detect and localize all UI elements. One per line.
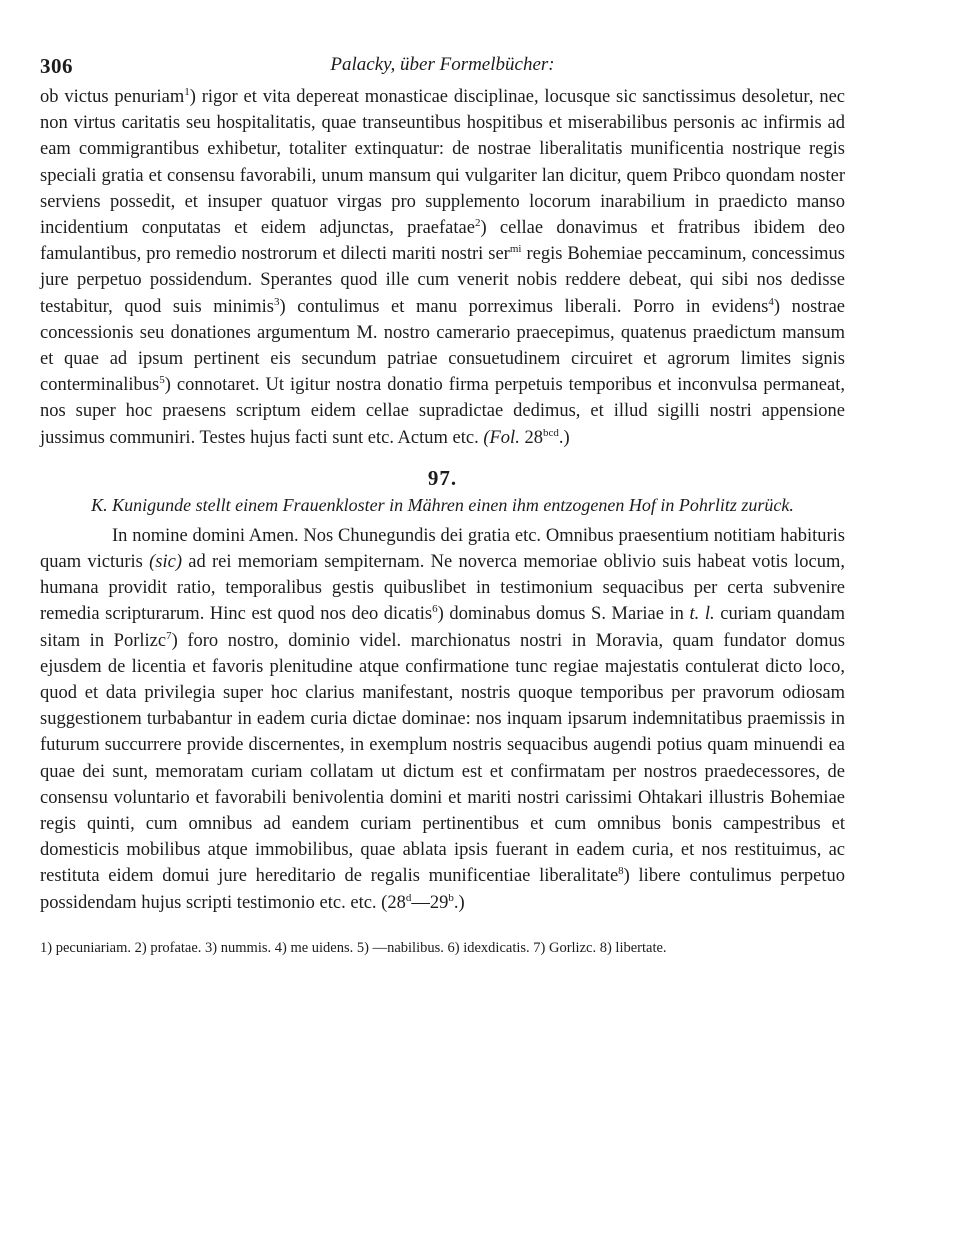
running-head bbox=[40, 50, 845, 84]
page-number: 306 bbox=[40, 54, 73, 78]
folio-superscript: bcd bbox=[542, 426, 559, 439]
folio-number: 28 bbox=[519, 427, 543, 448]
footnote-ref: 7 bbox=[166, 629, 172, 642]
footnote-ref: 1 bbox=[184, 85, 190, 98]
sic-note: (sic) bbox=[149, 552, 183, 573]
book-page bbox=[40, 50, 845, 958]
document-96-text: ob victus penuriam$^1$) rigor et vita depereat monasticae disciplinae, locusque sic sanctissimus desoletur, nec non virtus caritatis seu hospitalitatis, quae transeuntibus hospitibus et miserabilibus personis ac infirmis ad eam commigrantibus exhibetur, totaliter extinquatur: de nostrae liberalitatis munificentia nostrique regis speciali gratia et consensu favorabili, unum mansum qui vulgariter lan dicitur, quem Pribco quondam noster serviens possedit, et insuper quatuor virgas pro supplemento locorum inarabilium in praedicto manso incidentium conputatas et eidem adjunctas, praefatae$^2$) cellae donavimus et fratribus ibidem deo famulantibus, pro remedio nostrorum et dilecti mariti nostri ser$^{mi}$ regis Bohemiae peccaminum, concessimus jure perpetuo possidendum. Sperantes quod ille cum venerit nobis reddere debeat, qui sibi nos dedisse testabitur, quod suis minimis$^3$) contulimus et manu porreximus liberali. Porro in evidens$^4$) nostrae concessionis seu donationes argumentum M. nostro camerario praecepimus, quatenus praedictum mansum et quae ad ipsum pertinent eis secundum patriae consuetudinem circuiret et agrorum limites signis conterminalibus$^5$) connotaret. Ut igitur nostra donatio firma perpetuis temporibus et inconvulsa permaneat, nos super hoc praesens scriptum eidem cellae supradictae dedimus, et illud sigilli nostri appensione jussimus communiri. Testes hujus facti sunt etc. Actum etc. (Fol. $28^{bcd}$.) bbox=[40, 85, 846, 448]
footnote-ref: 2 bbox=[474, 216, 481, 229]
document-97-text: In nomine domini Amen. Nos Chunegundis dei gratia etc. Omnibus praesentium notitiam habituris quam victuris (sic) ad rei memoriam sempiternam. Ne noverca memoriae oblivio suis habeat votis locum, humana providit ratio, temporalibus gestis quibuslibet in testimonium sequacibus per certa subvenire remedia scripturarum. Hinc est quod nos deo dicatis$^6$) dominabus domus S. Mariae in t. l. curiam quandam sitam in Porlizc$^7$) foro nostro, dominio videl. marchionatus nostri in Moravia, quam fundator domus ejusdem de licentia et favoris plenitudine atque confirmatione tunc regiae majestatis contulerat dicto loco, quod et data privilegia super hoc clarius manifestant, nostris quoque temporibus per pravorum odiosam suggestionem turbabantur in eadem curia dictae dominae: nos inquam ipsarum indemnitatibus praemissis in futurum succurrere provide discernentes, in exemplum nostris sequacibus augendi potius quam minuendi ea quae dei sunt, memoratam curiam collatam ut dictum est et confirmatam per nostros praedecessores, de consensu voluntario et favorabili benivolentia domini et mariti nostri carissimi Ohtakari illustris Bohemiae regis quinti, cum omnibus ad eandem curiam pertinentibus et cum omnibus bonis campestribus et domesticis mobilibus atque immobilibus, quae ablata ipsis fuerant in eadem curia, et nos restituimus, ac restituta eidem domui jure hereditario de regalis munificentiae liberalitate$^8$) libere contulimus perpetuo possidendam hujus scripti testimonio etc. etc. (28$^d$—29$^b$.) bbox=[40, 525, 846, 913]
folio-label: (Fol. bbox=[483, 427, 520, 448]
document-heading: K. Kunigunde stellt einem Frauenkloster in Mähren einen ihm entzogenen Hof in Pohrlitz zurück. bbox=[91, 494, 794, 515]
footnote-ref: 6 bbox=[432, 603, 438, 616]
folio-superscript: b bbox=[448, 891, 454, 904]
footnote-ref: 5 bbox=[159, 374, 165, 387]
document-number: 97. bbox=[427, 465, 458, 490]
abbrev-superscript: mi bbox=[509, 243, 522, 256]
footnote-ref: 8 bbox=[618, 865, 624, 878]
footnote-ref: 3 bbox=[273, 295, 280, 308]
footnote-ref: 4 bbox=[768, 295, 774, 308]
folio-superscript: d bbox=[405, 891, 412, 904]
place-abbrev: t. l. bbox=[689, 604, 715, 625]
footnotes: 1) pecuniariam. 2) profatae. 3) nummis. 4) me uidens. 5) —nabilibus. 6) idexdicatis. 7) Gorlizc. 8) libertate. bbox=[40, 939, 667, 956]
running-title: Palacky, über Formelbücher: bbox=[330, 54, 555, 75]
